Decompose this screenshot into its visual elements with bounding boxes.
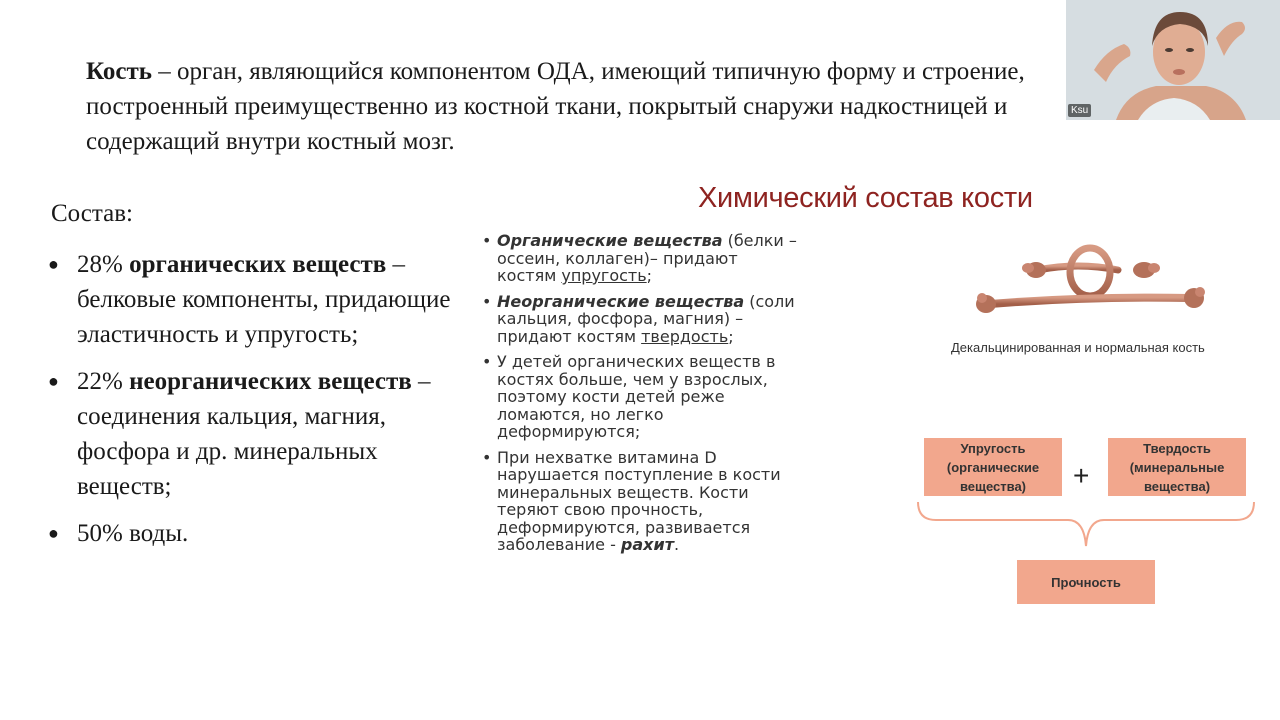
composition-title: Состав:: [51, 200, 133, 227]
chem-item-organic: • Органические вещества (белки – оссеин, коллаген)– придают костям упругость;: [482, 232, 802, 285]
chem-item-inorganic: • Неорганические вещества (соли кальция, фосфора, магния) – придают костям твердость;: [482, 293, 802, 346]
chem-item-vitamin-d: • При нехватке витамина D нарушается поступление в кости минеральных веществ. Кости теряют свою прочность, деформируются, развивается заболевание - рахит.: [482, 449, 802, 554]
chemistry-list: [482, 232, 802, 562]
bullet-icon: ●: [48, 371, 59, 391]
bone-caption: Декальцинированная и нормальная кость: [951, 340, 1205, 355]
definition-text: – орган, являющийся компонентом ОДА, имеющий типичную форму и строение, построенный преимущественно из костной ткани, покрытый снаружи надкостницей и содержащий внутри костный мозг.: [86, 58, 1025, 155]
webcam-video: [1066, 0, 1280, 120]
curly-brace: [916, 500, 1256, 552]
presenter-image: [1066, 0, 1280, 120]
bone-illustration: [968, 232, 1218, 332]
chem-item-children: • У детей органических веществ в костях больше, чем у взрослых, поэтому кости детей реже ломаются, но легко деформируются;: [482, 353, 802, 441]
definition-term: Кость: [86, 58, 152, 85]
bullet-icon: ●: [48, 523, 59, 543]
composition-item-inorganic: ● 22% неорганических веществ – соединения кальция, магния, фосфора и др. минеральных веществ;: [48, 364, 468, 504]
composition-list: [48, 247, 468, 563]
elasticity-box: Упругость (органические вещества): [924, 438, 1062, 496]
bullet-icon: ●: [48, 254, 59, 274]
strength-box: Прочность: [1017, 560, 1155, 604]
plus-sign: +: [1073, 460, 1090, 491]
composition-item-water: ● 50% воды.: [48, 516, 468, 551]
composition-item-organic: ● 28% органических веществ – белковые компоненты, придающие эластичность и упругость;: [48, 247, 468, 352]
participant-name-tag: Ksu: [1068, 104, 1091, 117]
hardness-box: Твердость (минеральные вещества): [1108, 438, 1246, 496]
bone-definition: [86, 54, 1076, 159]
slide-title: Химический состав кости: [698, 182, 1033, 214]
